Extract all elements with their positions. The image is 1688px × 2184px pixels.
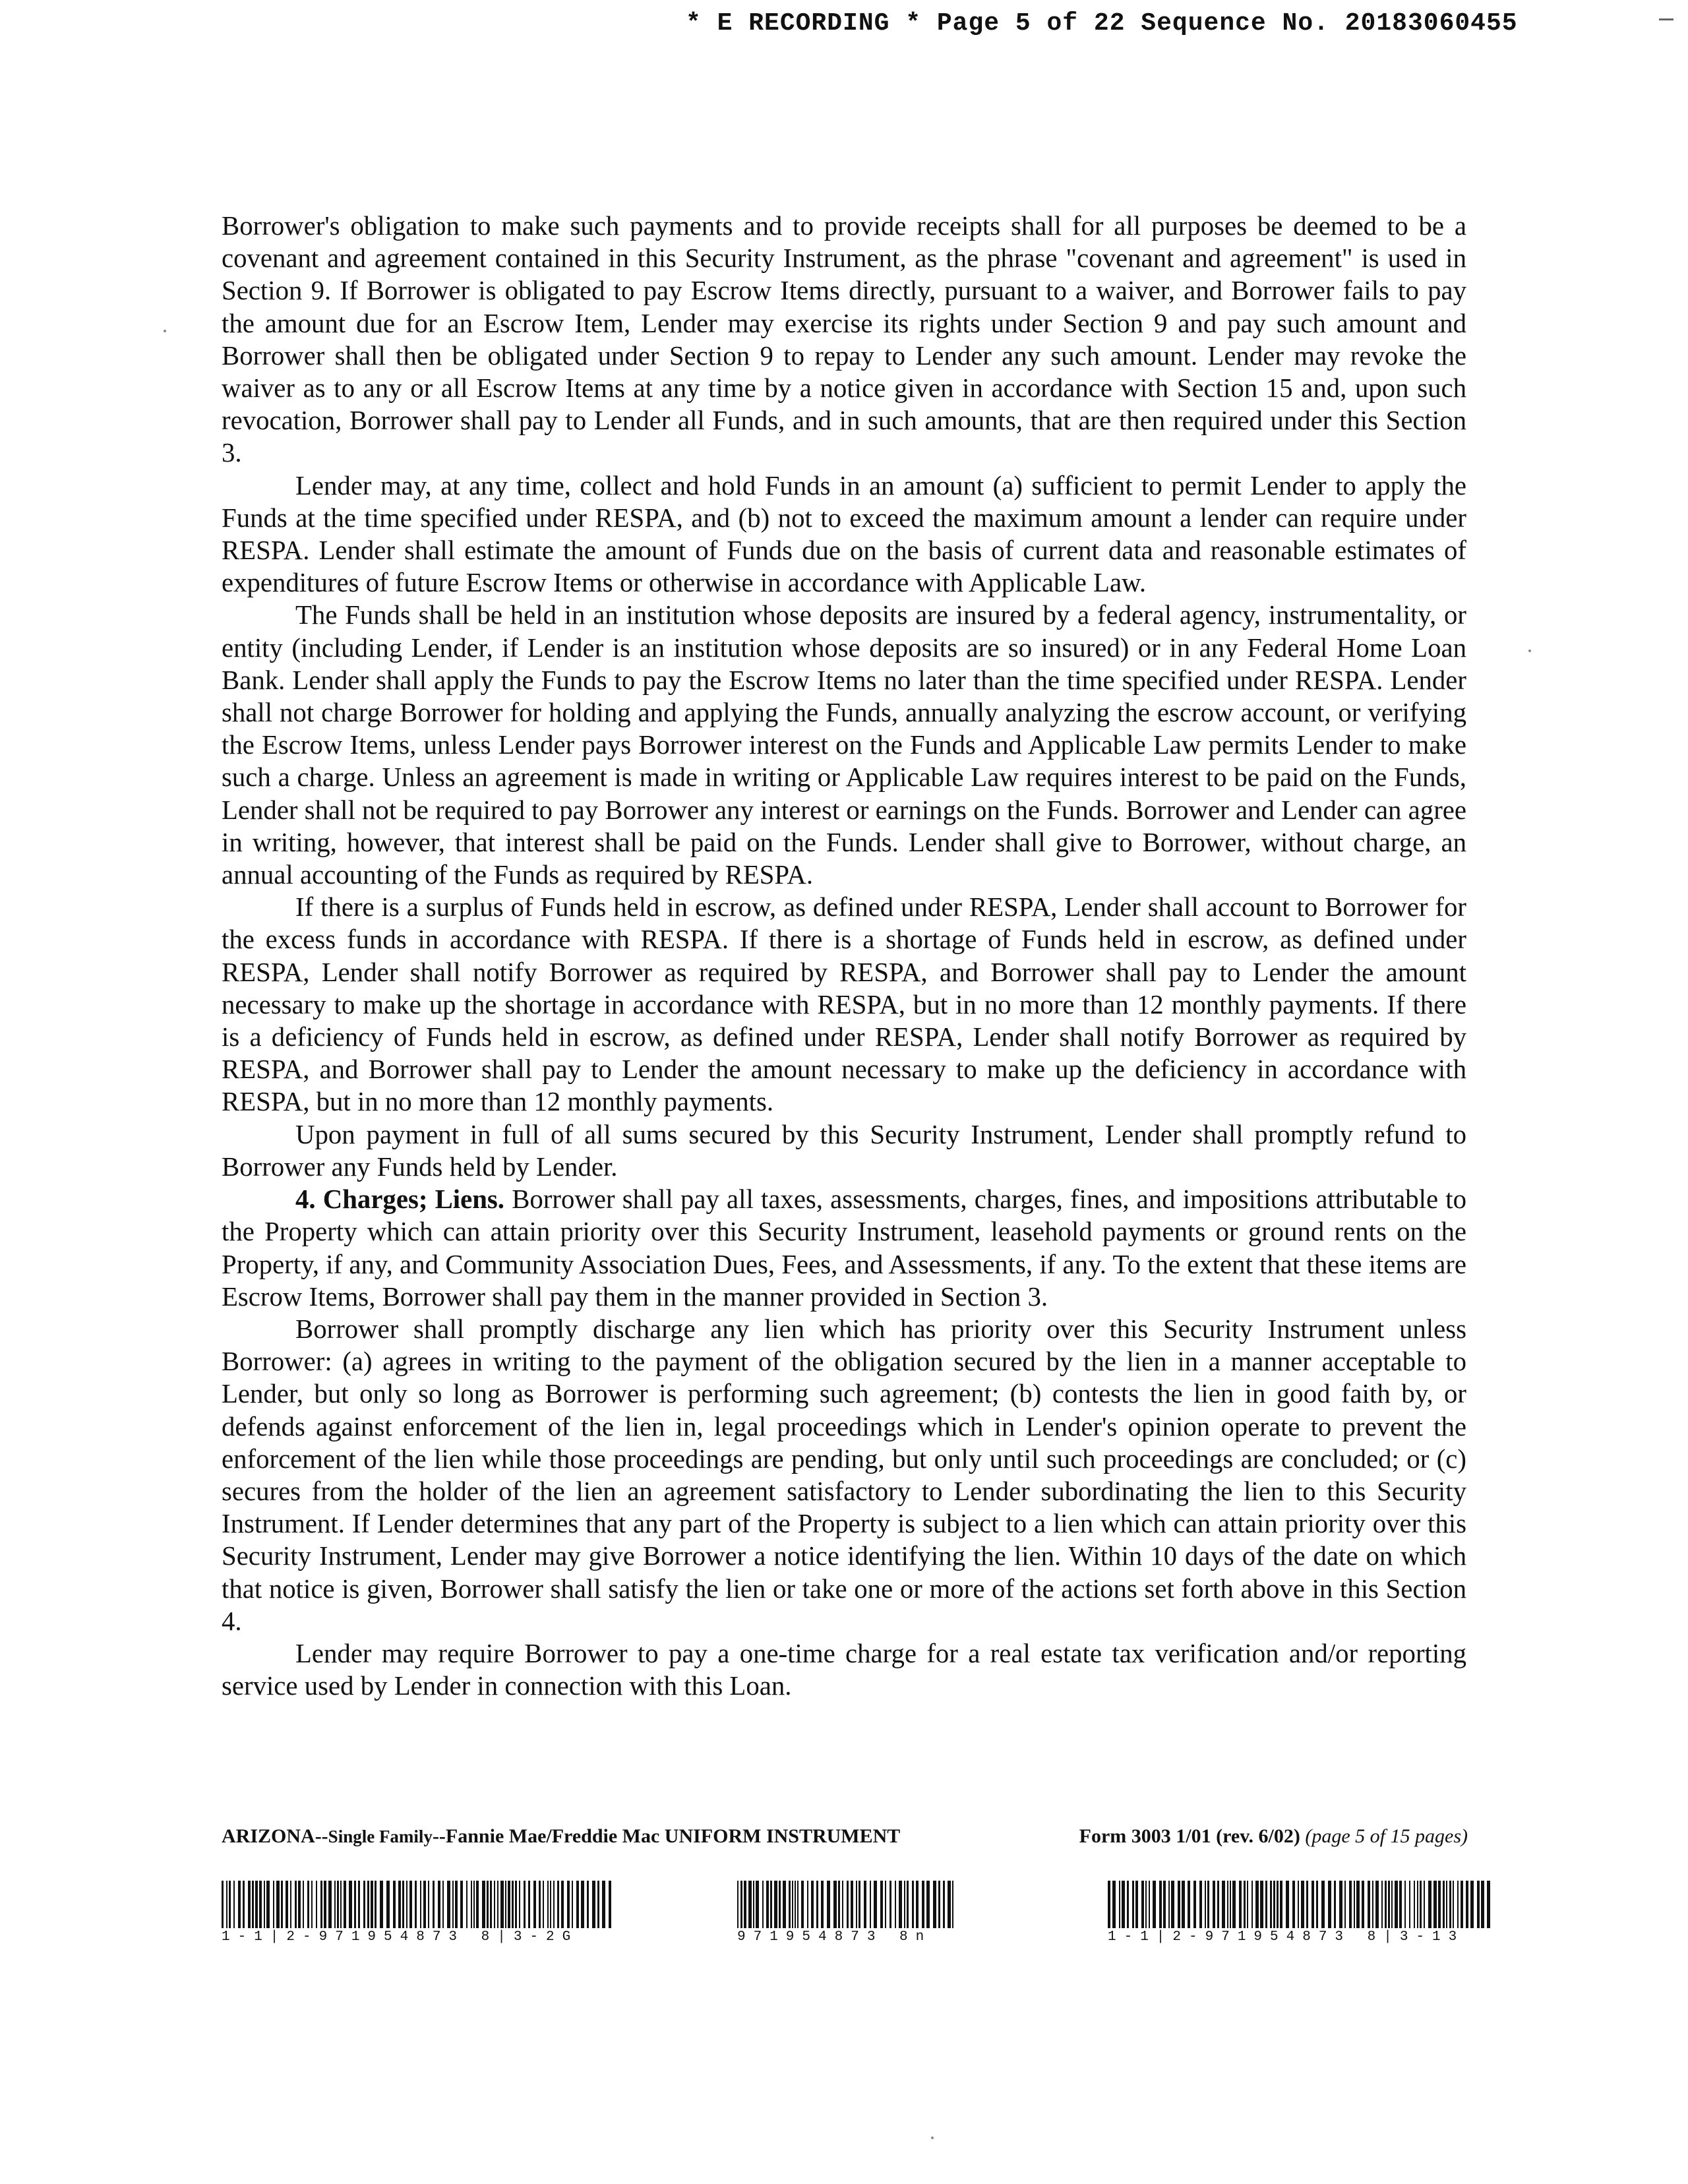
paragraph-section-4: 4. Charges; Liens. Borrower shall pay all taxes, assessments, charges, fines, and impositions attributable to the Property which can attain priority over this Security Instrument, leasehold payments or ground rents on the Property, if any, and Community Association Dues, Fees, and Assessments, if any. To the extent that these items are Escrow Items, Borrower shall pay them in the manner provided in Section 3. — [222, 1184, 1467, 1312]
recording-header — [686, 9, 1609, 38]
barcode-bars — [222, 1881, 614, 1928]
page-count: (page 5 of 15 pages) — [1305, 1825, 1468, 1847]
section-heading: 4. Charges; Liens. — [295, 1184, 505, 1215]
paragraph: Lender may, at any time, collect and hold Funds in an amount (a) sufficient to permit Lender to apply the Funds at the time specified under RESPA, and (b) not to exceed the maximum amount a lender can require under RESPA. Lender shall estimate the amount of Funds due on the basis of current data and reasonable estimates of expenditures of future Escrow Items or otherwise in accordance with Applicable Law. — [222, 470, 1466, 598]
paragraph: If there is a surplus of Funds held in escrow, as defined under RESPA, Lender shall account to Borrower for the excess funds in accordance with RESPA. If there is a shortage of Funds held in escrow, as defined under RESPA, Lender shall notify Borrower as required by RESPA, and Borrower shall pay to Lender the amount necessary to make up the shortage in accordance with RESPA, but in no more than 12 monthly payments. If there is a deficiency of Funds held in escrow, as defined under RESPA, Lender shall notify Borrower as required by RESPA, and Borrower shall pay to Lender the amount necessary to make up the deficiency in accordance with RESPA, but in no more than 12 monthly payments. — [222, 892, 1466, 1117]
form-number: Form 3003 1/01 (rev. 6/02) (page 5 of 15 pages) — [1079, 1825, 1468, 1847]
barcode-1 — [222, 1881, 614, 1945]
scan-speck — [1528, 650, 1531, 652]
paragraph: The Funds shall be held in an institution whose deposits are insured by a federal agency, instrumentality, or entity (including Lender, if Lender is an institution whose deposits are so insured) or in any Federal Home Loan Bank. Lender shall apply the Funds to pay the Escrow Items no later than the time specified under RESPA. Lender shall not charge Borrower for holding and applying the Funds, annually analyzing the escrow account, or verifying the Escrow Items, unless Lender pays Borrower interest on the Funds and Applicable Law permits Lender to make such a charge. Unless an agreement is made in writing or Applicable Law requires interest to be paid on the Funds, Lender shall not be required to pay Borrower any interest or earnings on the Funds. Borrower and Lender can agree in writing, however, that interest shall be paid on the Funds. Lender shall give to Borrower, without charge, an annual accounting of the Funds as required by RESPA. — [222, 600, 1466, 890]
barcode-digits: 1-1|2-971954873 8|3-2G — [222, 1929, 579, 1945]
barcode-3 — [1108, 1881, 1492, 1945]
paragraph: Borrower shall promptly discharge any lien which has priority over this Security Instrument unless Borrower: (a) agrees in writing to the payment of the obligation secured by the lien in a manner acceptable to Lender, but only so long as Borrower is performing such agreement; (b) contests the lien in good faith by, or defends against enforcement of the lien in, legal proceedings which in Lender's opinion operate to prevent the enforcement of the lien while those proceedings are pending, but only until such proceedings are concluded; or (c) secures from the holder of the lien an agreement satisfactory to Lender subordinating the lien to this Security Instrument. If Lender determines that any part of the Property is subject to a lien which can attain priority over this Security Instrument, Lender may give Borrower a notice identifying the lien. Within 10 days of the date on which that notice is given, Borrower shall satisfy the lien or take one or more of the actions set forth above in this Section 4. — [222, 1314, 1466, 1636]
barcode-digits: 971954873 8n — [737, 1929, 932, 1945]
corner-mark — [1659, 18, 1673, 20]
paragraph: Lender may require Borrower to pay a one-time charge for a real estate tax verification and/or reporting service used by Lender in connection with this Loan. — [222, 1638, 1466, 1701]
barcode-bars — [737, 1881, 959, 1928]
form-footer — [222, 1825, 1468, 1854]
barcode-digits: 1-1|2-971954873 8|3-13 — [1108, 1929, 1465, 1945]
scan-speck — [164, 330, 166, 332]
recording-line: * E RECORDING * Page 5 of 22 Sequence No. 20183060455 — [686, 9, 1518, 38]
barcode-bars — [1108, 1881, 1492, 1928]
barcode-2 — [737, 1881, 959, 1945]
paragraph: Upon payment in full of all sums secured by this Security Instrument, Lender shall promptly refund to Borrower any Funds held by Lender. — [222, 1119, 1466, 1182]
scan-speck — [931, 2137, 934, 2139]
paragraph: Borrower's obligation to make such payments and to provide receipts shall for all purposes be deemed to be a covenant and agreement contained in this Security Instrument, as the phrase "covenant and agreement" is used in Section 9. If Borrower is obligated to pay Escrow Items directly, pursuant to a waiver, and Borrower fails to pay the amount due for an Escrow Item, Lender may exercise its rights under Section 9 and pay such amount and Borrower shall then be obligated under Section 9 to repay to Lender any such amount. Lender may revoke the waiver as to any or all Escrow Items at any time by a notice given in accordance with Section 15 and, upon such revocation, Borrower shall pay to Lender all Funds, and in such amounts, that are then required under this Section 3. — [222, 211, 1466, 468]
document-body — [222, 210, 1466, 1702]
form-title: ARIZONA--Single Family--Fannie Mae/Freddie Mac UNIFORM INSTRUMENT — [222, 1825, 901, 1847]
